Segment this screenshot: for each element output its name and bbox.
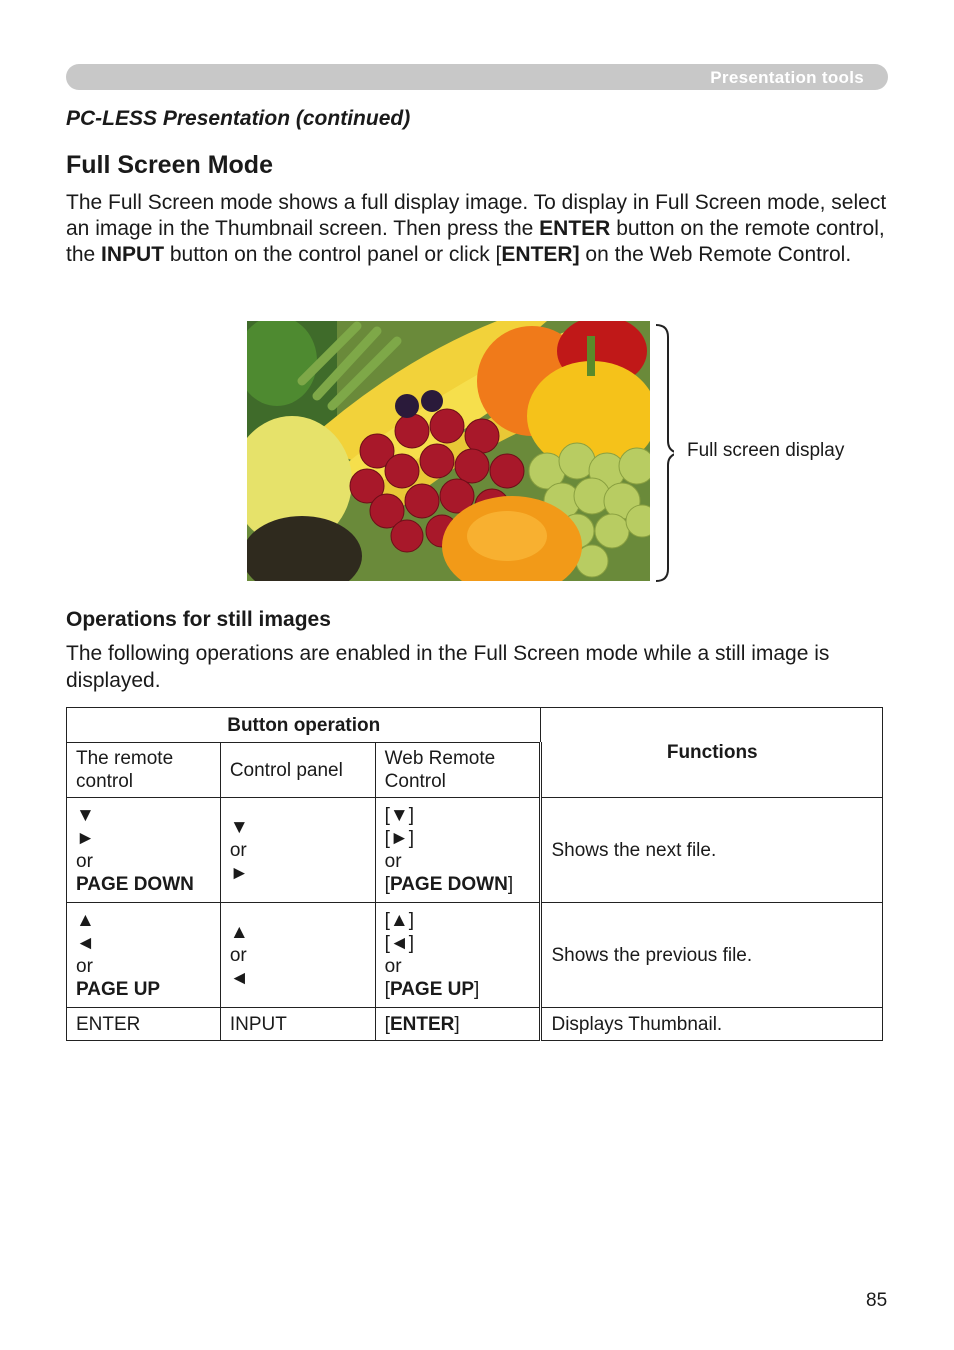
right-arrow-symbol: ►	[76, 828, 95, 849]
page-down-bracket: [PAGE DOWN]	[384, 874, 514, 895]
function-next: Shows the next file.	[541, 798, 883, 903]
table-header-row	[67, 708, 883, 743]
down-arrow-bracket: [▼]	[384, 805, 415, 826]
down-arrow-symbol: ▼	[76, 805, 95, 826]
full-screen-photo	[247, 321, 650, 581]
function-previous: Shows the previous file.	[541, 903, 883, 1008]
remote-cell-previous	[67, 903, 221, 1008]
left-arrow-symbol: ◄	[76, 933, 95, 954]
intro-text-2: button on the remote control, the	[66, 217, 885, 266]
fruit-image	[247, 321, 650, 581]
up-arrow-symbol: ▲	[229, 921, 249, 943]
operations-table	[66, 707, 883, 1041]
header-bar	[66, 64, 888, 90]
page-title: Full Screen Mode	[66, 151, 273, 179]
panel-cell-previous	[220, 903, 375, 1008]
intro-enter-bold: ENTER	[539, 217, 611, 240]
up-arrow-bracket: [▲]	[384, 910, 415, 931]
intro-input-bold: INPUT	[101, 243, 165, 266]
function-thumbnail: Displays Thumbnail.	[541, 1008, 883, 1041]
remote-header-line-1: The remote	[76, 748, 174, 769]
web-header-line-2: Control	[384, 771, 446, 792]
remote-header-line-2: control	[76, 771, 134, 792]
or-text: or	[229, 839, 247, 861]
or-text: or	[384, 956, 402, 977]
button-operation-header: Button operation	[67, 708, 541, 743]
control-panel-header: Control panel	[220, 743, 375, 798]
remote-control-header	[67, 743, 221, 798]
intro-text-1: The Full Screen mode shows a full display image. To display in Full Screen mode, select an image in the Thumbnail screen. Then press the	[66, 191, 887, 240]
panel-cell-input: INPUT	[220, 1008, 375, 1041]
enter-label: ENTER	[389, 1013, 455, 1035]
intro-enter-bracket-bold: ENTER]	[501, 243, 580, 266]
brace-bracket	[654, 323, 674, 583]
intro-text-3: button on the control panel or click [	[164, 243, 502, 266]
up-arrow-symbol: ▲	[76, 910, 95, 931]
operations-heading: Operations for still images	[66, 608, 331, 631]
or-text: or	[76, 956, 93, 977]
page-down-label: PAGE DOWN	[389, 874, 508, 895]
web-cell-next	[375, 798, 541, 903]
down-arrow-symbol: ▼	[229, 816, 249, 838]
page-up-bracket: [PAGE UP]	[384, 979, 480, 1000]
operations-description: The following operations are enabled in the Full Screen mode while a still image is displayed.	[66, 642, 830, 692]
page-down-label: PAGE DOWN	[76, 874, 194, 895]
right-arrow-symbol: ►	[229, 862, 249, 884]
page-number: 85	[866, 1290, 888, 1311]
page-up-label: PAGE UP	[389, 979, 475, 1000]
table-row	[67, 903, 883, 1008]
left-arrow-bracket: [◄]	[384, 933, 415, 954]
web-cell-previous	[375, 903, 541, 1008]
left-arrow-symbol: ◄	[229, 967, 249, 989]
table-row	[67, 1008, 883, 1041]
remote-cell-enter: ENTER	[67, 1008, 221, 1041]
remote-cell-next	[67, 798, 221, 903]
web-cell-enter: [ENTER]	[375, 1008, 541, 1041]
or-text: or	[384, 851, 402, 872]
web-remote-header	[375, 743, 541, 798]
functions-header: Functions	[541, 708, 883, 798]
header-label: Presentation tools	[710, 68, 864, 87]
or-text: or	[229, 944, 247, 966]
or-text: or	[76, 851, 93, 872]
right-arrow-bracket: [►]	[384, 828, 415, 849]
panel-cell-next	[220, 798, 375, 903]
table-row	[67, 798, 883, 903]
intro-paragraph	[66, 190, 896, 268]
page-up-label: PAGE UP	[76, 979, 161, 1000]
web-header-line-1: Web Remote	[384, 748, 496, 769]
full-screen-callout: Full screen display	[687, 440, 845, 461]
section-subtitle: PC-LESS Presentation (continued)	[66, 107, 411, 130]
intro-text-4: on the Web Remote Control.	[579, 243, 852, 266]
